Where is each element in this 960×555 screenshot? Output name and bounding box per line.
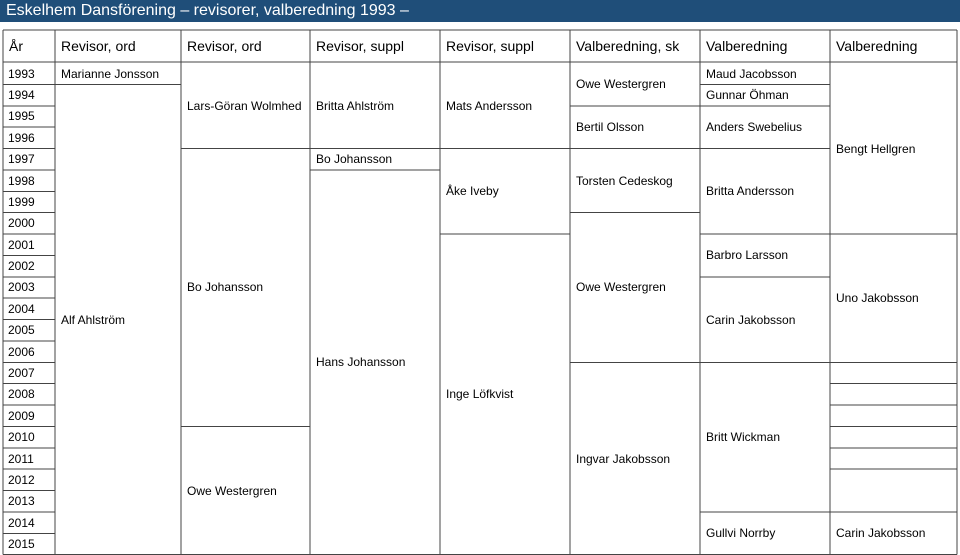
name-cell: Britta Andersson bbox=[706, 184, 795, 199]
year-cell: 1995 bbox=[8, 109, 35, 124]
year-cell: 1993 bbox=[8, 66, 35, 81]
name-cell: Gullvi Norrby bbox=[706, 526, 776, 541]
name-cell: Britt Wickman bbox=[706, 430, 781, 445]
name-cell: Anders Swebelius bbox=[706, 120, 803, 135]
year-cell: 2005 bbox=[8, 323, 35, 338]
year-cell: 1996 bbox=[8, 130, 35, 145]
name-cell: Inge Löfkvist bbox=[446, 387, 514, 402]
year-cell: 1994 bbox=[8, 88, 35, 103]
name-cell: Gunnar Öhman bbox=[706, 88, 789, 103]
column-header: År bbox=[9, 38, 23, 54]
page-title: Eskelhem Dansförening – revisorer, valberedning 1993 – bbox=[0, 0, 960, 22]
column-header: Valberedning bbox=[706, 38, 788, 54]
year-cell: 1999 bbox=[8, 194, 35, 209]
year-cell: 2010 bbox=[8, 430, 35, 445]
name-cell: Carin Jakobsson bbox=[706, 312, 796, 327]
year-cell: 2001 bbox=[8, 237, 35, 252]
name-cell: Åke Iveby bbox=[446, 184, 499, 199]
year-cell: 2007 bbox=[8, 366, 35, 380]
name-cell: Barbro Larsson bbox=[706, 248, 789, 263]
year-cell: 2008 bbox=[8, 387, 35, 402]
year-cell: 2000 bbox=[8, 216, 35, 231]
name-cell: Uno Jakobsson bbox=[836, 291, 919, 306]
name-cell: Bo Johansson bbox=[187, 280, 264, 295]
year-cell: 2002 bbox=[8, 259, 35, 274]
name-cell: Bertil Olsson bbox=[576, 120, 645, 135]
year-cell: 2006 bbox=[8, 344, 35, 359]
column-header: Revisor, ord bbox=[187, 38, 262, 54]
name-cell: Owe Westergren bbox=[187, 483, 277, 498]
name-cell: Britta Ahlström bbox=[316, 98, 395, 113]
year-cell: 2013 bbox=[8, 494, 35, 509]
name-cell: Alf Ahlström bbox=[61, 312, 126, 327]
column-header: Valberedning bbox=[836, 38, 918, 54]
name-cell: Torsten Cedeskog bbox=[576, 173, 673, 188]
column-header: Revisor, suppl bbox=[316, 38, 404, 54]
year-cell: 2015 bbox=[8, 537, 35, 552]
name-cell: Maud Jacobsson bbox=[706, 66, 797, 81]
year-cell: 1998 bbox=[8, 173, 35, 188]
name-cell: Ingvar Jakobsson bbox=[576, 451, 671, 466]
name-cell: Owe Westergren bbox=[576, 280, 666, 295]
column-header: Valberedning, sk bbox=[576, 38, 680, 54]
year-cell: 2004 bbox=[8, 301, 35, 316]
year-cell: 2003 bbox=[8, 280, 35, 295]
year-cell: 2009 bbox=[8, 408, 35, 423]
name-cell: Lars-Göran Wolmhed bbox=[187, 98, 302, 113]
year-cell: 2011 bbox=[8, 451, 34, 466]
name-cell: Carin Jakobsson bbox=[836, 526, 926, 541]
column-header: Revisor, ord bbox=[61, 38, 136, 54]
name-cell: Hans Johansson bbox=[316, 355, 406, 370]
name-cell: Owe Westergren bbox=[576, 77, 666, 92]
year-cell: 1997 bbox=[8, 152, 35, 167]
column-header: Revisor, suppl bbox=[446, 38, 534, 54]
year-cell: 2014 bbox=[8, 515, 35, 530]
year-cell: 2012 bbox=[8, 472, 35, 487]
name-cell: Bo Johansson bbox=[316, 152, 393, 167]
name-cell: Mats Andersson bbox=[446, 98, 533, 113]
name-cell: Bengt Hellgren bbox=[836, 141, 916, 156]
name-cell: Marianne Jonsson bbox=[61, 66, 160, 81]
